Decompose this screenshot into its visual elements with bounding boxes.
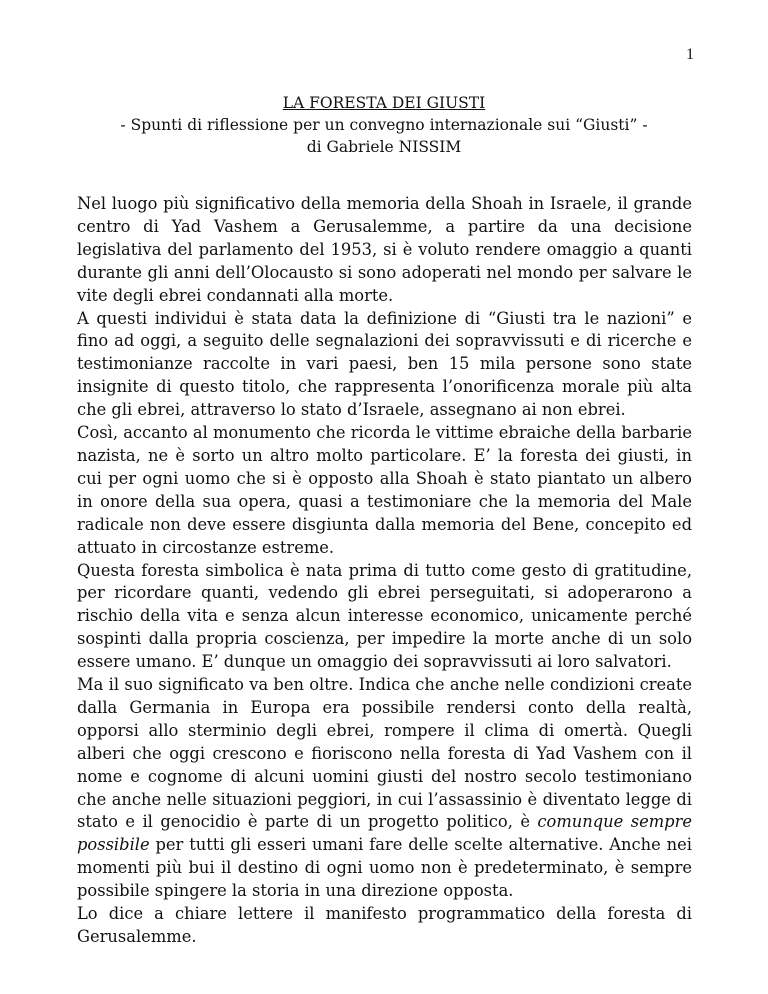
document-header: [0, 92, 768, 158]
paragraph-5-after: per tutti gli esseri umani fare delle scelte alternative. Anche nei momenti più bui il destino di ogni uomo non è predeterminato, è sempre possibile spingere la storia in una direzione opposta.: [77, 835, 692, 901]
paragraph-4: Questa foresta simbolica è nata prima di tutto come gesto di gratitudine, per ricordare quanti, vedendo gli ebrei perseguitati, si adoperarono a rischio della vita e senza alcun interesse economico, unicamente perché sospinti dalla propria coscienza, per impedire la morte anche di un solo essere umano. E’ dunque un omaggio dei sopravvissuti ai loro salvatori.: [77, 560, 692, 672]
paragraph-5-before: Ma il suo significato va ben oltre. Indica che anche nelle condizioni create dalla Germania in Europa era possibile rendersi conto della realtà, opporsi allo sterminio degli ebrei, rompere il clima di omertà. Quegli alberi che oggi crescono e fioriscono nella foresta di Yad Vashem con il nome e cognome di alcuni uomini giusti del nostro secolo testimoniano che anche nelle situazioni peggiori, in cui l’assassinio è diventato legge di stato e il genocidio è parte di un progetto politico, è: [77, 675, 692, 832]
document-title: LA FORESTA DEI GIUSTI: [282, 94, 486, 112]
page-number: 1: [686, 46, 694, 63]
paragraph-2: A questi individui è stata data la definizione di “Giusti tra le nazioni” e fino ad oggi, a seguito delle segnalazioni dei sopravvissuti e di ricerche e testimonianze raccolte in vari paesi, ben 15 mila persone sono state insignite di questo titolo, che rappresenta l’onorificenza morale più alta che gli ebrei, attraverso lo stato d’Israele, assegnano ai non ebrei.: [77, 308, 692, 420]
paragraph-5: [77, 674, 692, 903]
body-text: [77, 193, 692, 949]
paragraph-3: Così, accanto al monumento che ricorda le vittime ebraiche della barbarie nazista, ne è sorto un altro molto particolare. E’ la foresta dei giusti, in cui per ogni uomo che si è opposto alla Shoah è stato piantato un albero in onore della sua opera, quasi a testimoniare che la memoria del Male radicale non deve essere disgiunta dalla memoria del Bene, concepito ed attuato in circostanze estreme.: [77, 423, 692, 557]
paragraph-1: Nel luogo più significativo della memoria della Shoah in Israele, il grande centro di Yad Vashem a Gerusalemme, a partire da una decisione legislativa del parlamento del 1953, si è voluto rendere omaggio a quanti durante gli anni dell’Olocausto si sono adoperati nel mondo per salvare le vite degli ebrei condannati alla morte.: [77, 194, 692, 305]
paragraph-6: Lo dice a chiare lettere il manifesto programmatico della foresta di Gerusalemme.: [77, 904, 692, 946]
document-subtitle: - Spunti di riflessione per un convegno internazionale sui “Giusti” -: [120, 116, 648, 134]
document-author: di Gabriele NISSIM: [306, 138, 462, 156]
paragraph-5-emphasis: comunque sempre possibile: [77, 812, 692, 855]
